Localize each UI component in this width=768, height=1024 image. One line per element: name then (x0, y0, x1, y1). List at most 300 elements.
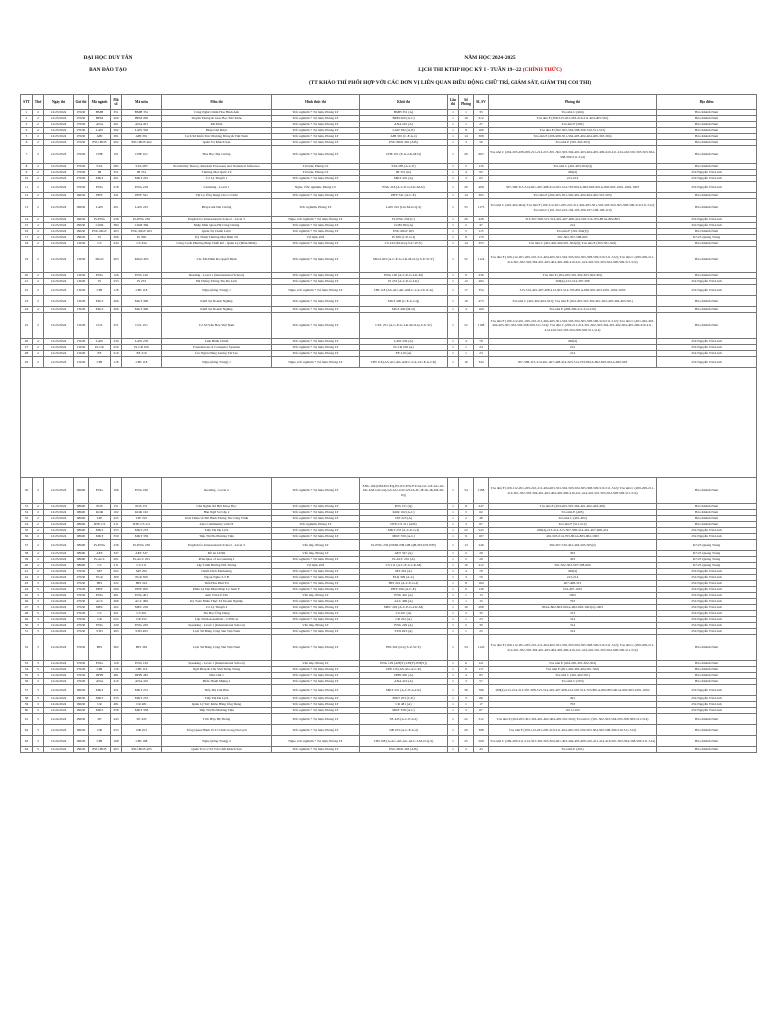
cell-thu: 3 (33, 611, 44, 617)
cell-diadiem: 254 Nguyễn Văn Linh (657, 605, 757, 611)
cell-phong: 703 (489, 599, 657, 605)
cell-stt: 54 (21, 667, 33, 673)
cell-gio: 07h30 (74, 575, 89, 581)
cell-diadiem: 254 Nguyễn Văn Linh (657, 569, 757, 575)
cell-hinhthuc: Trắc nghiệm + Tự luận, Phòng LT (272, 339, 360, 345)
cell-diadiem: 254 Nguyễn Văn Linh (657, 351, 757, 357)
cell-mon_ma: STA 285 (122, 164, 162, 170)
cell-sophong: 20 (459, 217, 474, 223)
cell-khoi: MGT 406 (M-O) (360, 307, 448, 313)
cell-mon_ma: IS-ENG 236 (122, 540, 162, 551)
cell-hinhthuc: Trắc nghiệm + Tự luận, Phòng LT (272, 673, 360, 679)
cell-gio: 07h30 (74, 176, 89, 182)
cell-diadiem: 254 Nguyễn Văn Linh (657, 534, 757, 540)
cell-stt: 22 (21, 285, 33, 296)
cell-mon_ma: MKT 251 (122, 685, 162, 696)
cell-lan: 1 (448, 685, 459, 696)
cell-mon: Công Nghệ Chăm Hoa Hinh Anh (162, 110, 272, 116)
cell-mon: Hệ Thống Thông Tin Du Lịch (162, 279, 272, 285)
cell-hinhthuc: Trắc nghiệm + Tự luận, Phòng LT (272, 279, 360, 285)
cell-mon_ma: IS 253 (122, 279, 162, 285)
cell-phong: 212 (489, 345, 657, 351)
cell-gio: 07h30 (74, 164, 89, 170)
cell-mon_ma: COM 384 (122, 223, 162, 229)
cell-sl: 63 (474, 176, 489, 182)
cell-ngay: 12/23/2024 (44, 351, 74, 357)
cell-stt: 24 (21, 307, 33, 313)
cell-diadiem: Hòa Khánh Nam (657, 241, 757, 247)
cell-lan: 1 (448, 557, 459, 563)
cell-lan: 1 (448, 617, 459, 623)
cell-gio: 09h30 (74, 708, 89, 714)
cell-sl: 48 (474, 516, 489, 522)
cell-thu: 3 (33, 599, 44, 605)
table-row (21, 296, 757, 307)
cell-diadiem: Hòa Khánh Nam (657, 747, 757, 753)
cell-sl: 29 (474, 557, 489, 563)
cell-nganh: STA (89, 164, 111, 170)
cell-hinhthuc: Trắc nghiệm + Tự luận, Phòng LT (272, 708, 360, 714)
cell-diadiem: Hòa Khánh Nam (657, 661, 757, 667)
cell-khoi: CHI 118 (AS-AU-AK-AM-C-CA-CU-E-G) (360, 285, 448, 296)
cell-stt: 18 (21, 241, 33, 247)
cell-thu: 2 (33, 134, 44, 140)
cell-sophong: 54 (459, 478, 474, 504)
cell-lan: 1 (448, 273, 459, 279)
cell-ngay: 12/23/2024 (44, 345, 74, 351)
cell-thu: 3 (33, 617, 44, 623)
cell-thu: 2 (33, 522, 44, 528)
cell-thu: 3 (33, 667, 44, 673)
cell-diadiem: 254 Nguyễn Văn Linh (657, 685, 757, 696)
cell-diadiem: K7/25 Quang Trung (657, 557, 757, 563)
cell-ngay: 12/24/2024 (44, 685, 74, 696)
cell-stt: 34 (21, 522, 33, 528)
cell-gio: 07h30 (74, 599, 89, 605)
cell-sl: 25 (474, 629, 489, 635)
table-row (21, 736, 757, 747)
cell-sophong: 9 (459, 273, 474, 279)
cell-diadiem: 254 Nguyễn Văn Linh (657, 708, 757, 714)
cell-gio: 15h30 (74, 357, 89, 368)
cell-thu: 2 (33, 235, 44, 241)
cell-nganh: LAW (89, 128, 111, 134)
cell-thu: 2 (33, 351, 44, 357)
cell-mon: Foundations of Computer Systems (162, 345, 272, 351)
cell-stt: 25 (21, 313, 33, 339)
cell-gio: 07h30 (74, 122, 89, 128)
cell-phong: Tòa nhà C (401-402) (489, 516, 657, 522)
cell-thu: 2 (33, 339, 44, 345)
cell-hinhthuc: Trắc nghiệm + Tự luận, Phòng LT (272, 617, 360, 623)
cell-so: 126 (111, 273, 122, 279)
cell-diadiem: Hòa Khánh Nam (657, 122, 757, 128)
cell-mon_ma: HIS 222 (122, 581, 162, 587)
cell-mon_ma: IS 306 (122, 235, 162, 241)
cell-gio: 07h30 (74, 110, 89, 116)
cell-gio: 07h30 (74, 182, 89, 193)
cell-thu: 2 (33, 140, 44, 146)
cell-ngay: 12/23/2024 (44, 534, 74, 540)
cell-stt: 52 (21, 635, 33, 661)
cell-mon_ma: MEC 202 (122, 605, 162, 611)
cell-mon_ma: LAW 201 (122, 199, 162, 217)
cell-sophong: 1 (459, 110, 474, 116)
cell-sophong: 4 (459, 170, 474, 176)
cell-phong: Tòa nhà C (209-209-211-214-301-302-303-304-401-403-404-405-409-410-411-414-416-501-503-504-508-509-511-514) (489, 736, 657, 747)
cell-so: 384 (111, 223, 122, 229)
cell-khoi: ENG 229 (A) (360, 623, 448, 629)
cell-khoi: OB 253 (A-C-E-G-I) (360, 725, 448, 736)
cell-phong: Tòa nhà C (401-403-304(3)) (489, 164, 657, 170)
cell-hinhthuc: Tự luận, Phòng LT (272, 164, 360, 170)
cell-thu: 2 (33, 128, 44, 134)
cell-sl: 239 (474, 273, 489, 279)
cell-mon: Hàn Ngữ Sơ Cấp 2 (162, 510, 272, 516)
cell-lan: 1 (448, 581, 459, 587)
cell-sophong: 10 (459, 116, 474, 122)
cell-khoi: CUL 251 (A-C-E-G-I-K-M-O-Q-S-U-W) (360, 313, 448, 339)
cell-mon: Chủ Nghĩa Xã Hội Khoa Học (162, 504, 272, 510)
cell-hinhthuc: Trắc nghiệm + Tự luận, Phòng LT (272, 587, 360, 593)
cell-khoi: CS 201 (A) (360, 611, 448, 617)
cell-mon: Kỹ Toán Nhân Thực Tế Doanh Nghiệp (162, 599, 272, 605)
cell-nganh: BMH (89, 110, 111, 116)
cell-khoi: MT 202 (A) (360, 569, 448, 575)
cell-nganh: IS (89, 279, 111, 285)
cell-mon: Speaking - Level 1 (International School) (162, 623, 272, 629)
cell-mon_ma: BMH 351 (122, 110, 162, 116)
cell-khoi: LAW 392 (A-E) (360, 128, 448, 134)
cell-nganh: COM (89, 223, 111, 229)
cell-mon_ma: MGT 406 (122, 296, 162, 307)
cell-thu: 2 (33, 164, 44, 170)
cell-stt: 21 (21, 279, 33, 285)
cell-khoi: ELR 309 (A-C) (360, 575, 448, 581)
cell-phong: 307-308-315-314-401-407-408-414-503-514-703-801A-802-803-901A-902-903 (489, 357, 657, 368)
cell-hinhthuc: Trắc nghiệm + Tự luận, Phòng LT (272, 575, 360, 581)
cell-phong: Tòa nhà E (204-205-301-302-401-402-404-405-501-503) (489, 193, 657, 199)
cell-ngay: 12/23/2024 (44, 313, 74, 339)
cell-mon_ma: MKT 358 (122, 708, 162, 714)
cell-stt: 13 (21, 199, 33, 217)
cell-thu: 2 (33, 540, 44, 551)
cell-lan: 1 (448, 587, 459, 593)
cell-mon: Tiếp Thị Du Lịch (162, 528, 272, 534)
cell-nganh: ENG (89, 273, 111, 279)
cell-sophong: 3 (459, 140, 474, 146)
cell-mon: Lịch Sử Kiến Trúc Phương Đông & Việt Nam (162, 134, 272, 140)
cell-nganh: MKT (89, 708, 111, 714)
cell-hinhthuc: Trắc nghiệm + Tự luận, Phòng LT (272, 140, 360, 146)
cell-nganh: ANA (89, 679, 111, 685)
cell-phong: Tòa nhà C (404) (489, 110, 657, 116)
cell-khoi: ENG 129 (AH(Y)-CH(Y)-EH(Y)) (360, 661, 448, 667)
cell-mon_ma: CS 434 (122, 241, 162, 247)
cell-so: 229 (111, 623, 122, 629)
cell-so: 499 (111, 599, 122, 605)
cell-stt: 47 (21, 605, 33, 611)
cell-gio: 09h00 (74, 478, 89, 504)
cell-mon: Mô Phôi (162, 122, 272, 128)
cell-mon_ma: CHE 101 (122, 146, 162, 164)
cell-hinhthuc: Nghe, Trắc nghiệm, Phòng LT (272, 182, 360, 193)
cell-gio: 07h30 (74, 617, 89, 623)
cell-stt: 39 (21, 557, 33, 563)
cell-sl: 13 (474, 593, 489, 599)
title-block (320, 52, 660, 76)
cell-ngay: 12/23/2024 (44, 164, 74, 170)
cell-sl: 170 (474, 235, 489, 241)
cell-hinhthuc: Trắc nghiệm + Tự luận, Phòng LT (272, 307, 360, 313)
cell-sl: 62 (474, 510, 489, 516)
cell-phong: Tòa nhà F (308-313-201-203-210-211-404-405-501) (489, 116, 657, 122)
cell-nganh: CS (89, 241, 111, 247)
table-row (21, 313, 757, 339)
cell-thu: 3 (33, 673, 44, 679)
cell-mon_ma: ENG 218 (122, 182, 162, 193)
cell-mon_ma: BPM 200 (122, 116, 162, 122)
cell-ngay: 12/24/2024 (44, 587, 74, 593)
cell-phong: Tòa nhà F (301-304(3)) (489, 229, 657, 235)
cell-nganh: CR (89, 617, 111, 623)
cell-so: 285 (111, 164, 122, 170)
cell-nganh: IS-ENG (89, 540, 111, 551)
table-row (21, 478, 757, 504)
cell-so: 358 (111, 708, 122, 714)
cell-thu: 2 (33, 146, 44, 164)
cell-phong: 314 (489, 623, 657, 629)
cell-khoi: MKT 358 (A-C) (360, 708, 448, 714)
cell-stt: 14 (21, 217, 33, 223)
cell-ngay: 12/23/2024 (44, 140, 74, 146)
cell-stt: 16 (21, 229, 33, 235)
cell-so: 403 (111, 747, 122, 753)
cell-sophong: 1 (459, 593, 474, 599)
cell-gio: 09h30 (74, 714, 89, 725)
cell-khoi: PHY 341 (A-C-E) (360, 193, 448, 199)
cell-mon: Quản Lý Sức Khỏe Bằng Ứng Dụng (162, 702, 272, 708)
page-break-cell (21, 368, 757, 478)
cell-hinhthuc: Trắc nghiệm + Tự luận, Phòng LT (272, 679, 360, 685)
cell-hinhthuc: Trắc nghiệm + Tự luận, Phòng LT (272, 122, 360, 128)
cell-mon: Quản Trị Cơ Sở Vật Chất Khách Sạn (162, 747, 272, 753)
cell-mon: Nhập Môn Quan Hệ Công Chúng (162, 223, 272, 229)
cell-lan: 1 (448, 285, 459, 296)
cell-mon_ma: PHY 341 (122, 193, 162, 199)
cell-nganh: ENG (89, 478, 111, 504)
cell-so: 230 (111, 339, 122, 345)
cell-diadiem: Hòa Khánh Nam (657, 296, 757, 307)
cell-lan: 1 (448, 241, 459, 247)
cell-stt: 35 (21, 528, 33, 534)
cell-mon: Tiếp Thị Du Lịch (162, 696, 272, 702)
cell-nganh: ENG (89, 661, 111, 667)
cell-so: 347 (111, 551, 122, 557)
cell-gio: 15h30 (74, 345, 89, 351)
cell-sl: 766 (474, 685, 489, 696)
cell-so: 434 (111, 241, 122, 247)
cell-ngay: 12/24/2024 (44, 708, 74, 714)
cell-ngay: 12/23/2024 (44, 176, 74, 182)
cell-ngay: 12/23/2024 (44, 235, 74, 241)
cell-phong: 313 (489, 611, 657, 617)
cell-diadiem: 254 Nguyễn Văn Linh (657, 702, 757, 708)
cell-khoi: CS 211 (A-C-E-G-I-K-M) (360, 563, 448, 569)
cell-ngay: 12/23/2024 (44, 557, 74, 563)
cell-thu: 2 (33, 575, 44, 581)
cell-lan: 1 (448, 345, 459, 351)
cell-stt: 5 (21, 134, 33, 140)
cell-lan: 1 (448, 534, 459, 540)
cell-ngay: 12/23/2024 (44, 279, 74, 285)
cell-phong: 314 (489, 629, 657, 635)
cell-ngay: 12/23/2024 (44, 128, 74, 134)
cell-sl: 117 (474, 667, 489, 673)
cell-nganh: POS (89, 504, 111, 510)
cell-so: 209 (111, 587, 122, 593)
cell-hinhthuc: Trắc nghiệm + Tự luận, Phòng LT (272, 313, 360, 339)
cell-sl: 29 (474, 551, 489, 557)
cell-nganh: MEC (89, 605, 111, 611)
cell-stt: 4 (21, 128, 33, 134)
cell-khoi: ANA 201 (A) (360, 122, 448, 128)
cell-sl: 247 (474, 504, 489, 510)
cell-gio: 09h30 (74, 696, 89, 702)
cell-stt: 33 (21, 516, 33, 522)
cell-hinhthuc: Trắc nghiệm, Phòng LT (272, 522, 360, 528)
cell-khoi: IS-ENG 236 (C) (360, 217, 448, 223)
cell-phong: Tòa nhà C (401-402-404); Tòa nhà F (109-112-201-205-210-211-404-405-501-502-503-504-505-508-509-510-511-512); Tòa nhà C (101-102-103-104-105-106-107-108-109-110) (489, 199, 657, 217)
cell-sl: 43 (474, 747, 489, 753)
cell-diadiem: K7/25 Quang Trung (657, 551, 757, 557)
cell-so: 351 (111, 110, 122, 116)
cell-hinhthuc: Nghe, trắc nghiệm + Tự luận, Phòng LT (272, 357, 360, 368)
cell-stt: 51 (21, 629, 33, 635)
cell-nganh: IS (89, 235, 111, 241)
cell-mon_ma: KOR 102 (122, 510, 162, 516)
cell-mon: English for International School - Level 3 (162, 217, 272, 223)
cell-nganh: DHN (89, 673, 111, 679)
cell-gio: 07h30 (74, 679, 89, 685)
cell-diadiem: 254 Nguyễn Văn Linh (657, 581, 757, 587)
cell-phong: 501-502-507-508-603 (489, 235, 657, 241)
cell-khoi: ENG 126 (A-C-E-G-I-K-M) (360, 273, 448, 279)
cell-mon_ma: DHN 481 (122, 673, 162, 679)
cell-ngay: 12/24/2024 (44, 617, 74, 623)
cell-ngay: 12/24/2024 (44, 581, 74, 587)
cell-nganh: OB (89, 725, 111, 736)
cell-sl: 47 (474, 223, 489, 229)
cell-so: 211 (111, 563, 122, 569)
cell-phong: 801A-802-803-901A-902-903-1001(2)-1003 (489, 605, 657, 611)
cell-sl: 116 (474, 164, 489, 170)
cell-gio: 08h00 (74, 528, 89, 534)
cell-mon: Lập Trình Assembler / CISSCA (162, 617, 272, 623)
cell-phong: Tòa nhà E (401-402-403-404-501-502) (489, 667, 657, 673)
cell-so: 253 (111, 696, 122, 702)
cell-diadiem: Hòa Khánh Nam (657, 673, 757, 679)
cell-stt: 57 (21, 685, 33, 696)
cell-hinhthuc: Trắc nghiệm + Tự luận, Phòng LT (272, 714, 360, 725)
cell-sl: 23 (474, 351, 489, 357)
cell-phong: Tòa nhà E (403) (489, 510, 657, 516)
cell-diadiem: 254 Nguyễn Văn Linh (657, 285, 757, 296)
cell-stt: 9 (21, 170, 33, 176)
cell-gio: 09h30 (74, 747, 89, 753)
cell-diadiem: Hòa Khánh Nam (657, 199, 757, 217)
cell-hinhthuc: Tự luận, PM (272, 563, 360, 569)
cell-stt: 37 (21, 540, 33, 551)
cell-lan: 1 (448, 199, 459, 217)
cell-so: 359 (111, 534, 122, 540)
cell-mon_ma: PSU-HOS 403 (122, 747, 162, 753)
cell-nganh: MGT (89, 307, 111, 313)
cell-sophong: 9 (459, 534, 474, 540)
cell-sl: 1168 (474, 478, 489, 504)
cell-ngay: 12/23/2024 (44, 273, 74, 279)
cell-diadiem: 254 Nguyễn Văn Linh (657, 617, 757, 623)
cell-sl: 79 (474, 339, 489, 345)
cell-phong: 214 (489, 223, 657, 229)
cell-ngay: 12/23/2024 (44, 563, 74, 569)
cell-khoi: ENG 401 (A) (360, 593, 448, 599)
cell-sophong: 11 (459, 504, 474, 510)
cell-hinhthuc: Trắc nghiệm + Tự luận, Phòng LT (272, 229, 360, 235)
cell-gio: 07h30 (74, 611, 89, 617)
cell-khoi: IS-ACC 201 (A) (360, 557, 448, 563)
cell-gio: 08h00 (74, 522, 89, 528)
cell-so: 222 (111, 581, 122, 587)
cell-thu: 3 (33, 736, 44, 747)
cell-mon: Nghe (tiếng Trung) 1 (162, 285, 272, 296)
cell-phong: 206(4) (489, 170, 657, 176)
cell-sl: 512 (474, 714, 489, 725)
cell-lan: 1 (448, 747, 459, 753)
cell-so: 391 (111, 134, 122, 140)
cell-mon_ma: CR 252 (122, 617, 162, 623)
cell-mon: Các Mô Hình Ra Quyết Định (162, 247, 272, 273)
cell-sl: 67 (474, 522, 489, 528)
cell-hinhthuc: Trắc nghiệm + Tự luận, Phòng LT (272, 504, 360, 510)
cell-phong: Tòa nhà F (109-112-201-205-210-211-404-405-501-502-503-504-505-508-509-510-511-512); Tòa nhà C (209-209-211-214-301-302-303-304-401-403-404-405-409-410-411-414-416-501-503-504-508-509-511-514) (489, 478, 657, 504)
cell-sophong: 3 (459, 176, 474, 182)
cell-sophong: 2 (459, 747, 474, 753)
cell-hinhthuc: Trắc nghiệm + Tự luận, Phòng LT (272, 478, 360, 504)
cell-khoi: AET 347 (A) (360, 551, 448, 557)
cell-gio: 08h00 (74, 563, 89, 569)
cell-stt: 2 (21, 116, 33, 122)
cell-hinhthuc: Tự luận, Phòng LT (272, 170, 360, 176)
cell-gio: 07h30 (74, 146, 89, 164)
cell-mon_ma: CHI 118 (122, 285, 162, 296)
cell-thu: 2 (33, 551, 44, 557)
cell-phong: 213-214 (489, 176, 657, 182)
table-row (21, 685, 757, 696)
cell-hinhthuc: Trắc nghiệm + Tự luận, Phòng LT (272, 747, 360, 753)
cell-diadiem: 254 Nguyễn Văn Linh (657, 696, 757, 702)
cell-nganh: CIE (89, 516, 111, 522)
cell-so: 403 (111, 229, 122, 235)
schedule-subtitle: (TT KHẢO THÍ PHỐI HỢP VỚI CÁC ĐƠN VỊ LIÊN QUAN ĐIỀU ĐỘNG CHỮ TRÍ, GIÁM SÁT, GIÁM THỊ COI THI) (308, 80, 592, 86)
cell-nganh: MKT (89, 528, 111, 534)
cell-stt: 12 (21, 193, 33, 199)
cell-hinhthuc: Trắc nghiệm + Tự luận, Phòng LT (272, 569, 360, 575)
cell-hinhthuc: Trắc nghiệm + Tự luận, Phòng LT (272, 685, 360, 696)
cell-sophong: 6 (459, 667, 474, 673)
cell-mon: Reading - Level 2 (162, 478, 272, 504)
cell-nganh: PSU-HOS (89, 140, 111, 146)
